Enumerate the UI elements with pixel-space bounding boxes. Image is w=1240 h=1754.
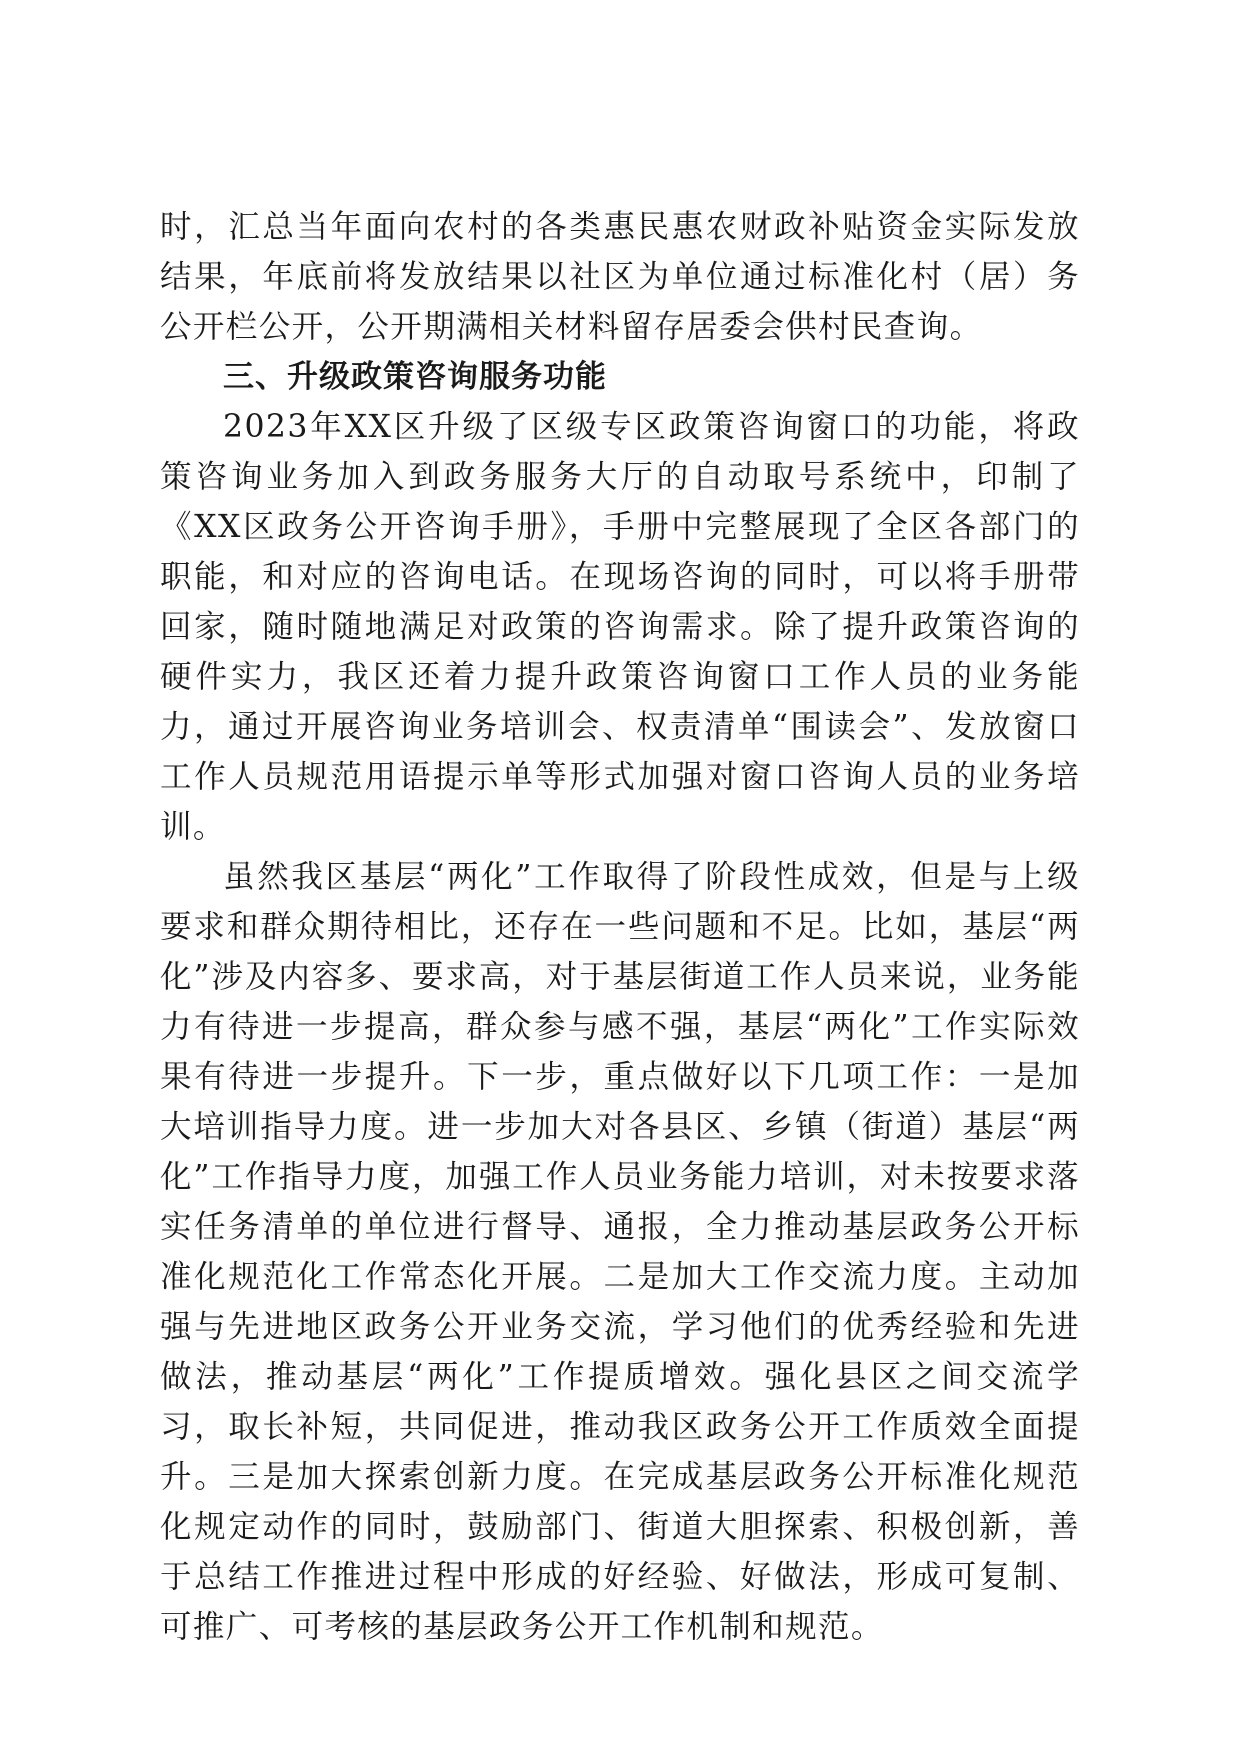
- paragraph-policy-consultation: 2023年XX区升级了区级专区政策咨询窗口的功能，将政策咨询业务加入到政务服务大厅的自动取号系统中，印制了《XX区政务公开咨询手册》，手册中完整展现了全区各部门的职能，和对应的咨询电话。在现场咨询的同时，可以将手册带回家，随时随地满足对政策的咨询需求。除了提升政策咨询的硬件实力，我区还着力提升政策咨询窗口工作人员的业务能力，通过开展咨询业务培训会、权责清单“围读会”、发放窗口工作人员规范用语提示单等形式加强对窗口咨询人员的业务培训。: [160, 409, 1080, 845]
- section-heading-3: 三、升级政策咨询服务功能: [223, 359, 607, 395]
- document-page: [160, 202, 1080, 1652]
- paragraph-continuation: 时，汇总当年面向农村的各类惠民惠农财政补贴资金实际发放结果，年底前将发放结果以社区为单位通过标准化村（居）务公开栏公开，公开期满相关材料留存居委会供村民查询。: [160, 209, 1080, 345]
- paragraph-problems-and-next-steps: 虽然我区基层“两化”工作取得了阶段性成效，但是与上级要求和群众期待相比，还存在一些问题和不足。比如，基层“两化”涉及内容多、要求高，对于基层街道工作人员来说，业务能力有待进一步提高，群众参与感不强，基层“两化”工作实际效果有待进一步提升。下一步，重点做好以下几项工作：一是加大培训指导力度。进一步加大对各县区、乡镇（街道）基层“两化”工作指导力度，加强工作人员业务能力培训，对未按要求落实任务清单的单位进行督导、通报，全力推动基层政务公开标准化规范化工作常态化开展。二是加大工作交流力度。主动加强与先进地区政务公开业务交流，学习他们的优秀经验和先进做法，推动基层“两化”工作提质增效。强化县区之间交流学习，取长补短，共同促进，推动我区政务公开工作质效全面提升。三是加大探索创新力度。在完成基层政务公开标准化规范化规定动作的同时，鼓励部门、街道大胆探索、积极创新，善于总结工作推进过程中形成的好经验、好做法，形成可复制、可推广、可考核的基层政务公开工作机制和规范。: [160, 859, 1080, 1645]
